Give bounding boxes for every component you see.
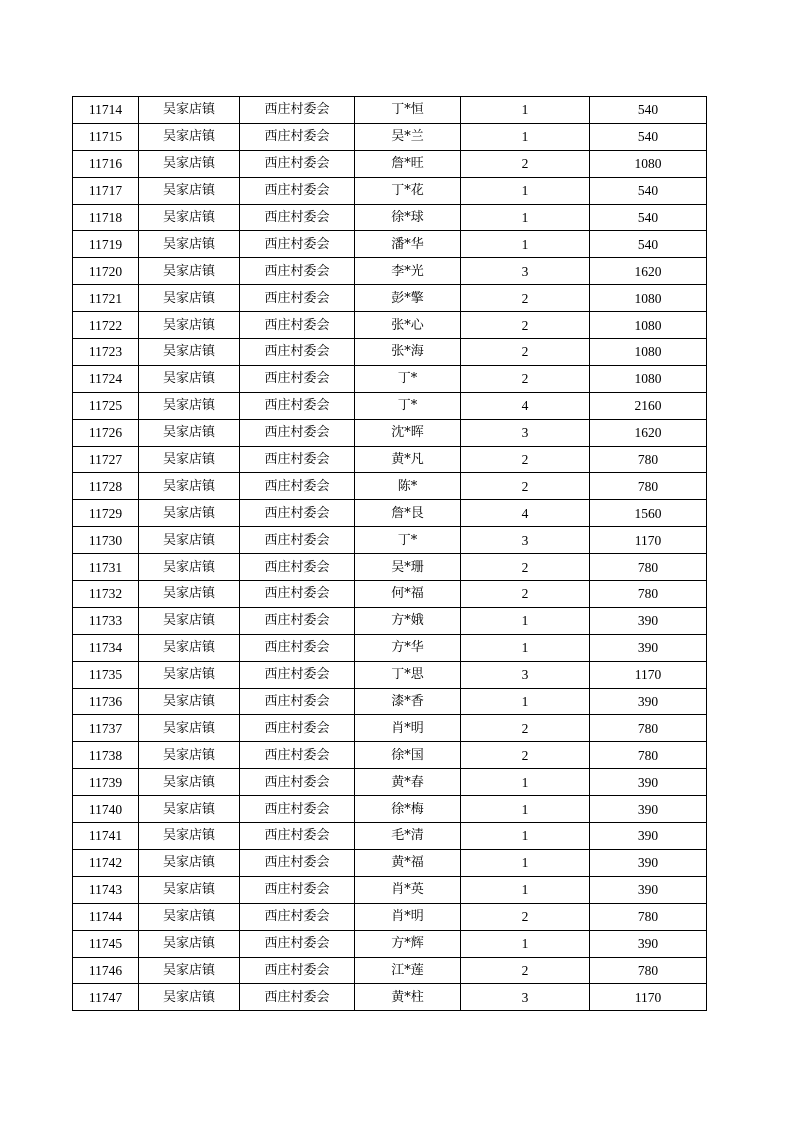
town-cell: 吴家店镇 — [139, 903, 240, 930]
town-cell: 吴家店镇 — [139, 97, 240, 124]
table-row — [73, 607, 707, 634]
name-cell: 肖*明 — [355, 715, 461, 742]
serial-cell: 11737 — [73, 715, 139, 742]
village-cell: 西庄村委会 — [240, 285, 355, 312]
town-cell: 吴家店镇 — [139, 742, 240, 769]
serial-cell: 11735 — [73, 661, 139, 688]
village-cell: 西庄村委会 — [240, 231, 355, 258]
serial-cell: 11722 — [73, 312, 139, 339]
count-cell: 1 — [461, 688, 590, 715]
count-cell: 2 — [461, 554, 590, 581]
table-row — [73, 419, 707, 446]
serial-cell: 11726 — [73, 419, 139, 446]
name-cell: 彭*擎 — [355, 285, 461, 312]
serial-cell: 11730 — [73, 527, 139, 554]
village-cell: 西庄村委会 — [240, 876, 355, 903]
village-cell: 西庄村委会 — [240, 123, 355, 150]
amount-cell: 1170 — [590, 984, 707, 1011]
amount-cell: 1620 — [590, 419, 707, 446]
count-cell: 2 — [461, 957, 590, 984]
town-cell: 吴家店镇 — [139, 527, 240, 554]
count-cell: 1 — [461, 930, 590, 957]
table-row — [73, 661, 707, 688]
amount-cell: 1620 — [590, 258, 707, 285]
count-cell: 1 — [461, 769, 590, 796]
village-cell: 西庄村委会 — [240, 984, 355, 1011]
serial-cell: 11747 — [73, 984, 139, 1011]
town-cell: 吴家店镇 — [139, 661, 240, 688]
village-cell: 西庄村委会 — [240, 177, 355, 204]
count-cell: 2 — [461, 742, 590, 769]
serial-cell: 11723 — [73, 339, 139, 366]
amount-cell: 390 — [590, 823, 707, 850]
amount-cell: 1080 — [590, 285, 707, 312]
amount-cell: 390 — [590, 849, 707, 876]
name-cell: 詹*旺 — [355, 150, 461, 177]
data-table — [72, 96, 707, 1011]
serial-cell: 11732 — [73, 581, 139, 608]
town-cell: 吴家店镇 — [139, 984, 240, 1011]
village-cell: 西庄村委会 — [240, 365, 355, 392]
name-cell: 漆*香 — [355, 688, 461, 715]
table-row — [73, 930, 707, 957]
serial-cell: 11724 — [73, 365, 139, 392]
table-row — [73, 339, 707, 366]
name-cell: 黄*福 — [355, 849, 461, 876]
count-cell: 2 — [461, 473, 590, 500]
table-row — [73, 796, 707, 823]
town-cell: 吴家店镇 — [139, 500, 240, 527]
town-cell: 吴家店镇 — [139, 365, 240, 392]
serial-cell: 11744 — [73, 903, 139, 930]
name-cell: 徐*球 — [355, 204, 461, 231]
name-cell: 肖*明 — [355, 903, 461, 930]
count-cell: 1 — [461, 204, 590, 231]
name-cell: 毛*清 — [355, 823, 461, 850]
name-cell: 吴*兰 — [355, 123, 461, 150]
serial-cell: 11741 — [73, 823, 139, 850]
amount-cell: 780 — [590, 473, 707, 500]
table-row — [73, 715, 707, 742]
name-cell: 丁* — [355, 365, 461, 392]
table-row — [73, 742, 707, 769]
town-cell: 吴家店镇 — [139, 823, 240, 850]
amount-cell: 780 — [590, 903, 707, 930]
village-cell: 西庄村委会 — [240, 473, 355, 500]
serial-cell: 11746 — [73, 957, 139, 984]
table-row — [73, 903, 707, 930]
amount-cell: 390 — [590, 769, 707, 796]
name-cell: 方*华 — [355, 634, 461, 661]
table-row — [73, 957, 707, 984]
serial-cell: 11714 — [73, 97, 139, 124]
count-cell: 1 — [461, 796, 590, 823]
village-cell: 西庄村委会 — [240, 796, 355, 823]
table-row — [73, 150, 707, 177]
town-cell: 吴家店镇 — [139, 231, 240, 258]
amount-cell: 1560 — [590, 500, 707, 527]
village-cell: 西庄村委会 — [240, 688, 355, 715]
table-row — [73, 849, 707, 876]
name-cell: 李*光 — [355, 258, 461, 285]
amount-cell: 390 — [590, 607, 707, 634]
village-cell: 西庄村委会 — [240, 957, 355, 984]
count-cell: 1 — [461, 634, 590, 661]
count-cell: 2 — [461, 365, 590, 392]
name-cell: 张*海 — [355, 339, 461, 366]
table-row — [73, 473, 707, 500]
count-cell: 4 — [461, 392, 590, 419]
table-row — [73, 365, 707, 392]
amount-cell: 780 — [590, 715, 707, 742]
serial-cell: 11716 — [73, 150, 139, 177]
town-cell: 吴家店镇 — [139, 796, 240, 823]
name-cell: 潘*华 — [355, 231, 461, 258]
amount-cell: 780 — [590, 957, 707, 984]
town-cell: 吴家店镇 — [139, 957, 240, 984]
village-cell: 西庄村委会 — [240, 742, 355, 769]
town-cell: 吴家店镇 — [139, 177, 240, 204]
name-cell: 方*辉 — [355, 930, 461, 957]
name-cell: 何*福 — [355, 581, 461, 608]
table-row — [73, 500, 707, 527]
count-cell: 1 — [461, 177, 590, 204]
amount-cell: 390 — [590, 876, 707, 903]
amount-cell: 1080 — [590, 339, 707, 366]
amount-cell: 1170 — [590, 527, 707, 554]
town-cell: 吴家店镇 — [139, 123, 240, 150]
name-cell: 徐*国 — [355, 742, 461, 769]
village-cell: 西庄村委会 — [240, 554, 355, 581]
serial-cell: 11717 — [73, 177, 139, 204]
amount-cell: 390 — [590, 688, 707, 715]
name-cell: 方*娥 — [355, 607, 461, 634]
table-body — [73, 97, 707, 1011]
amount-cell: 1080 — [590, 312, 707, 339]
village-cell: 西庄村委会 — [240, 392, 355, 419]
amount-cell: 1080 — [590, 150, 707, 177]
table-row — [73, 285, 707, 312]
count-cell: 3 — [461, 419, 590, 446]
serial-cell: 11718 — [73, 204, 139, 231]
village-cell: 西庄村委会 — [240, 769, 355, 796]
village-cell: 西庄村委会 — [240, 258, 355, 285]
table-row — [73, 688, 707, 715]
amount-cell: 390 — [590, 634, 707, 661]
count-cell: 1 — [461, 823, 590, 850]
table-row — [73, 634, 707, 661]
name-cell: 沈*晖 — [355, 419, 461, 446]
serial-cell: 11736 — [73, 688, 139, 715]
serial-cell: 11740 — [73, 796, 139, 823]
table-row — [73, 177, 707, 204]
amount-cell: 540 — [590, 177, 707, 204]
table-row — [73, 527, 707, 554]
count-cell: 3 — [461, 984, 590, 1011]
town-cell: 吴家店镇 — [139, 339, 240, 366]
town-cell: 吴家店镇 — [139, 769, 240, 796]
amount-cell: 780 — [590, 446, 707, 473]
serial-cell: 11727 — [73, 446, 139, 473]
town-cell: 吴家店镇 — [139, 607, 240, 634]
serial-cell: 11725 — [73, 392, 139, 419]
serial-cell: 11739 — [73, 769, 139, 796]
name-cell: 丁* — [355, 392, 461, 419]
town-cell: 吴家店镇 — [139, 554, 240, 581]
count-cell: 3 — [461, 527, 590, 554]
village-cell: 西庄村委会 — [240, 527, 355, 554]
village-cell: 西庄村委会 — [240, 849, 355, 876]
table-row — [73, 876, 707, 903]
amount-cell: 780 — [590, 581, 707, 608]
village-cell: 西庄村委会 — [240, 446, 355, 473]
name-cell: 张*心 — [355, 312, 461, 339]
town-cell: 吴家店镇 — [139, 392, 240, 419]
name-cell: 江*莲 — [355, 957, 461, 984]
table-row — [73, 446, 707, 473]
count-cell: 1 — [461, 607, 590, 634]
serial-cell: 11719 — [73, 231, 139, 258]
count-cell: 1 — [461, 97, 590, 124]
amount-cell: 540 — [590, 231, 707, 258]
amount-cell: 540 — [590, 97, 707, 124]
amount-cell: 1080 — [590, 365, 707, 392]
town-cell: 吴家店镇 — [139, 150, 240, 177]
table-row — [73, 984, 707, 1011]
count-cell: 2 — [461, 715, 590, 742]
name-cell: 黄*春 — [355, 769, 461, 796]
table-row — [73, 554, 707, 581]
count-cell: 3 — [461, 661, 590, 688]
town-cell: 吴家店镇 — [139, 285, 240, 312]
count-cell: 1 — [461, 123, 590, 150]
town-cell: 吴家店镇 — [139, 715, 240, 742]
amount-cell: 780 — [590, 554, 707, 581]
table-row — [73, 312, 707, 339]
village-cell: 西庄村委会 — [240, 97, 355, 124]
amount-cell: 540 — [590, 123, 707, 150]
count-cell: 2 — [461, 150, 590, 177]
name-cell: 丁*思 — [355, 661, 461, 688]
village-cell: 西庄村委会 — [240, 634, 355, 661]
name-cell: 丁*恒 — [355, 97, 461, 124]
amount-cell: 1170 — [590, 661, 707, 688]
serial-cell: 11743 — [73, 876, 139, 903]
count-cell: 4 — [461, 500, 590, 527]
amount-cell: 390 — [590, 930, 707, 957]
name-cell: 詹*艮 — [355, 500, 461, 527]
name-cell: 吴*珊 — [355, 554, 461, 581]
village-cell: 西庄村委会 — [240, 312, 355, 339]
village-cell: 西庄村委会 — [240, 823, 355, 850]
serial-cell: 11729 — [73, 500, 139, 527]
town-cell: 吴家店镇 — [139, 876, 240, 903]
village-cell: 西庄村委会 — [240, 339, 355, 366]
village-cell: 西庄村委会 — [240, 661, 355, 688]
village-cell: 西庄村委会 — [240, 581, 355, 608]
name-cell: 肖*英 — [355, 876, 461, 903]
town-cell: 吴家店镇 — [139, 258, 240, 285]
amount-cell: 540 — [590, 204, 707, 231]
town-cell: 吴家店镇 — [139, 634, 240, 661]
name-cell: 黄*柱 — [355, 984, 461, 1011]
town-cell: 吴家店镇 — [139, 419, 240, 446]
town-cell: 吴家店镇 — [139, 204, 240, 231]
village-cell: 西庄村委会 — [240, 930, 355, 957]
table-row — [73, 823, 707, 850]
serial-cell: 11745 — [73, 930, 139, 957]
village-cell: 西庄村委会 — [240, 500, 355, 527]
count-cell: 2 — [461, 312, 590, 339]
village-cell: 西庄村委会 — [240, 903, 355, 930]
count-cell: 1 — [461, 849, 590, 876]
count-cell: 2 — [461, 903, 590, 930]
name-cell: 丁* — [355, 527, 461, 554]
town-cell: 吴家店镇 — [139, 930, 240, 957]
serial-cell: 11721 — [73, 285, 139, 312]
count-cell: 2 — [461, 339, 590, 366]
amount-cell: 780 — [590, 742, 707, 769]
table-row — [73, 581, 707, 608]
name-cell: 陈* — [355, 473, 461, 500]
town-cell: 吴家店镇 — [139, 446, 240, 473]
table-row — [73, 204, 707, 231]
count-cell: 2 — [461, 446, 590, 473]
count-cell: 1 — [461, 231, 590, 258]
serial-cell: 11733 — [73, 607, 139, 634]
town-cell: 吴家店镇 — [139, 581, 240, 608]
table-row — [73, 123, 707, 150]
serial-cell: 11734 — [73, 634, 139, 661]
table-row — [73, 392, 707, 419]
village-cell: 西庄村委会 — [240, 419, 355, 446]
town-cell: 吴家店镇 — [139, 473, 240, 500]
name-cell: 黄*凡 — [355, 446, 461, 473]
serial-cell: 11731 — [73, 554, 139, 581]
serial-cell: 11742 — [73, 849, 139, 876]
serial-cell: 11720 — [73, 258, 139, 285]
serial-cell: 11738 — [73, 742, 139, 769]
village-cell: 西庄村委会 — [240, 204, 355, 231]
table-row — [73, 231, 707, 258]
count-cell: 2 — [461, 581, 590, 608]
town-cell: 吴家店镇 — [139, 312, 240, 339]
serial-cell: 11728 — [73, 473, 139, 500]
name-cell: 丁*花 — [355, 177, 461, 204]
village-cell: 西庄村委会 — [240, 150, 355, 177]
village-cell: 西庄村委会 — [240, 607, 355, 634]
count-cell: 1 — [461, 876, 590, 903]
village-cell: 西庄村委会 — [240, 715, 355, 742]
table-row — [73, 258, 707, 285]
amount-cell: 390 — [590, 796, 707, 823]
town-cell: 吴家店镇 — [139, 688, 240, 715]
amount-cell: 2160 — [590, 392, 707, 419]
count-cell: 2 — [461, 285, 590, 312]
table-row — [73, 769, 707, 796]
town-cell: 吴家店镇 — [139, 849, 240, 876]
table-row — [73, 97, 707, 124]
count-cell: 3 — [461, 258, 590, 285]
serial-cell: 11715 — [73, 123, 139, 150]
name-cell: 徐*梅 — [355, 796, 461, 823]
